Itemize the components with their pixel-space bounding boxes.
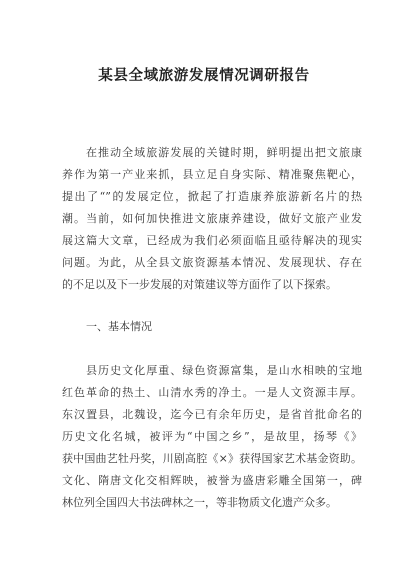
- paragraph-line: 历史文化名城，被评为“中国之乡”，是故里，扬琴《》: [62, 430, 362, 443]
- paragraph-line: 在推动全域旅游发展的关键时期，鲜明提出把文旅康: [86, 146, 362, 159]
- paragraph-line: 东汉置县，北魏设，迄今已有余年历史，是省首批命名的: [62, 408, 362, 421]
- intro-paragraph: [62, 142, 362, 296]
- paragraph-line: 获中国曲艺牡丹奖，川剧高腔《×》获得国家艺术基金资助。: [62, 452, 362, 465]
- paragraph-line: 养作为第一产业来抓，县立足自身实际、精准聚焦靶心，: [62, 168, 362, 181]
- paragraph-line: 的不足以及下一步发展的对策建议等方面作了以下探索。: [62, 278, 337, 291]
- paragraph-line: 林位列全国四大书法碑林之一，等非物质文化遗产众多。: [62, 496, 337, 509]
- paragraph-line: 红色革命的热土、山清水秀的净土。一是人文资源丰厚。: [62, 386, 362, 399]
- paragraph-line: 问题。为此，从全县文旅资源基本情况、发展现状、存在: [62, 256, 362, 269]
- document-title: 某县全域旅游发展情况调研报告: [98, 68, 310, 84]
- section-body-paragraph: [62, 360, 362, 514]
- paragraph-line: 文化、隋唐文化交相辉映，被誉为盛唐彩雕全国第一，碑: [62, 474, 362, 487]
- paragraph-line: 潮。当前，如何加快推进文旅康养建设，做好文旅产业发: [62, 212, 362, 225]
- paragraph-line: 展这篇大文章，已经成为我们必须面临且亟待解决的现实: [62, 234, 362, 247]
- section-heading: 一、基本情况: [86, 320, 152, 333]
- paragraph-line: 县历史文化厚重、绿色资源富集，是山水相映的宝地: [86, 364, 362, 377]
- paragraph-line: 提出了“”的发展定位，掀起了打造康养旅游新名片的热: [62, 190, 362, 203]
